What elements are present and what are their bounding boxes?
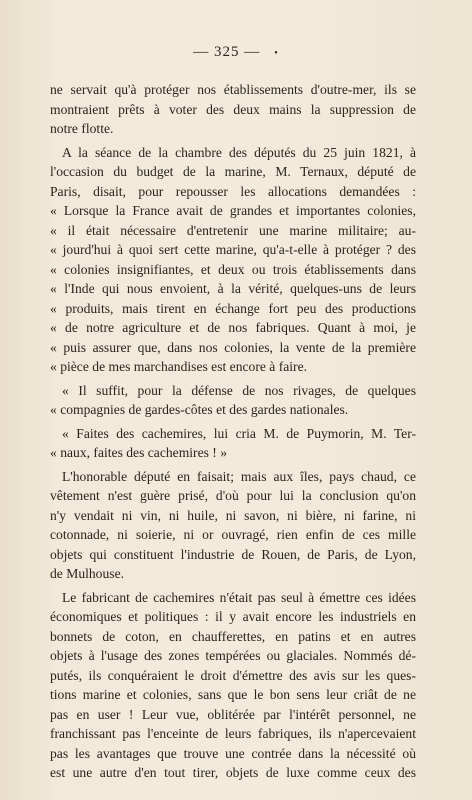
text-line: « de notre agriculture et de nos fabriques. Quant à moi, je xyxy=(50,320,416,335)
text-line: vêtement n'est guère prisé, d'où pour lui la conclusion qu'on xyxy=(50,488,416,503)
text-line: tions marine et colonies, sans que le bon sens leur criât de ne xyxy=(50,687,416,702)
text-line: montraient prêts à voter des deux mains la suppression de xyxy=(50,101,416,117)
text-line: « compagnies de gardes-côtes et des gardes nationales. xyxy=(50,402,349,417)
text-line: cotonnade, ni soierie, ni or ouvragé, rien enfin de ces mille xyxy=(50,527,416,542)
body-text xyxy=(50,80,416,783)
text-line: notre flotte. xyxy=(50,121,114,136)
text-line: économiques et politiques : il y avait encore les industriels en xyxy=(50,609,416,624)
page-header xyxy=(0,44,472,61)
paragraph xyxy=(50,588,416,783)
text-line: franchissant pas l'enceinte de leurs fabriques, ils n'apercevaient xyxy=(50,726,416,741)
paragraph xyxy=(50,381,416,420)
text-line: « pièce de mes marchandises est encore à faire. xyxy=(50,359,308,374)
text-line: Paris, disait, pour repousser les allocations demandées : xyxy=(50,183,416,199)
text-line: « produits, mais tirent en échange fort peu des productions xyxy=(50,300,416,316)
text-line: « l'Inde qui nous envoient, à la vérité, quelques-uns de leurs xyxy=(50,281,416,296)
paragraph xyxy=(50,467,416,584)
text-line: « puis assurer que, dans nos colonies, la vente de la première xyxy=(50,339,416,355)
text-line: « Il suffit, pour la défense de nos rivages, de quelques xyxy=(62,382,416,398)
text-line: Le fabricant de cachemires n'était pas seul à émettre ces idées xyxy=(62,589,416,605)
text-line: objets à l'usage des zones tempérées ou glaciales. Nommés dé- xyxy=(50,648,416,663)
text-line: « il était nécessaire d'entretenir une marine militaire; au- xyxy=(50,222,416,238)
text-line: A la séance de la chambre des députés du 25 juin 1821, à xyxy=(62,144,416,160)
text-line: « colonies insignifiantes, et deux ou trois établissements dans xyxy=(50,261,416,277)
text-line: « Faites des cachemires, lui cria M. de Puymorin, M. Ter- xyxy=(62,425,416,441)
text-line: putés, ils conquéraient le droit d'émettre des avis sur les ques- xyxy=(50,667,416,683)
text-line: objets qui constituent l'industrie de Rouen, de Paris, de Lyon, xyxy=(50,546,416,562)
text-line: de Mulhouse. xyxy=(50,566,125,581)
text-line: bonnets de coton, en chaufferettes, en patins et en autres xyxy=(50,628,416,644)
text-line: pas en user ! Leur vue, oblitérée par l'intérêt personnel, ne xyxy=(50,706,416,722)
header-mark: • xyxy=(274,48,279,59)
text-line: n'y vendait ni vin, ni huile, ni savon, ni bière, ni farine, ni xyxy=(50,507,416,523)
paragraph xyxy=(50,80,416,139)
text-line: est une autre d'en tout tirer, objets de luxe comme ceux des xyxy=(50,765,416,780)
text-line: « Lorsque la France avait de grandes et importantes colonies, xyxy=(50,203,416,218)
text-line: « naux, faites des cachemires ! » xyxy=(50,445,228,460)
paragraph xyxy=(50,143,416,377)
text-line: L'honorable député en faisait; mais aux îles, pays chaud, ce xyxy=(62,468,416,484)
text-line: « jourd'hui à quoi sert cette marine, qu'a-t-elle à protéger ? des xyxy=(50,242,416,257)
paragraph xyxy=(50,424,416,463)
text-line: l'occasion du budget de la marine, M. Ternaux, député de xyxy=(50,164,416,179)
text-line: ne servait qu'à protéger nos établissements d'outre-mer, ils se xyxy=(50,82,416,97)
text-line: pas les avantages que trouve une contrée dans la nécessité où xyxy=(50,745,416,761)
page-number: — 325 — xyxy=(193,44,261,60)
